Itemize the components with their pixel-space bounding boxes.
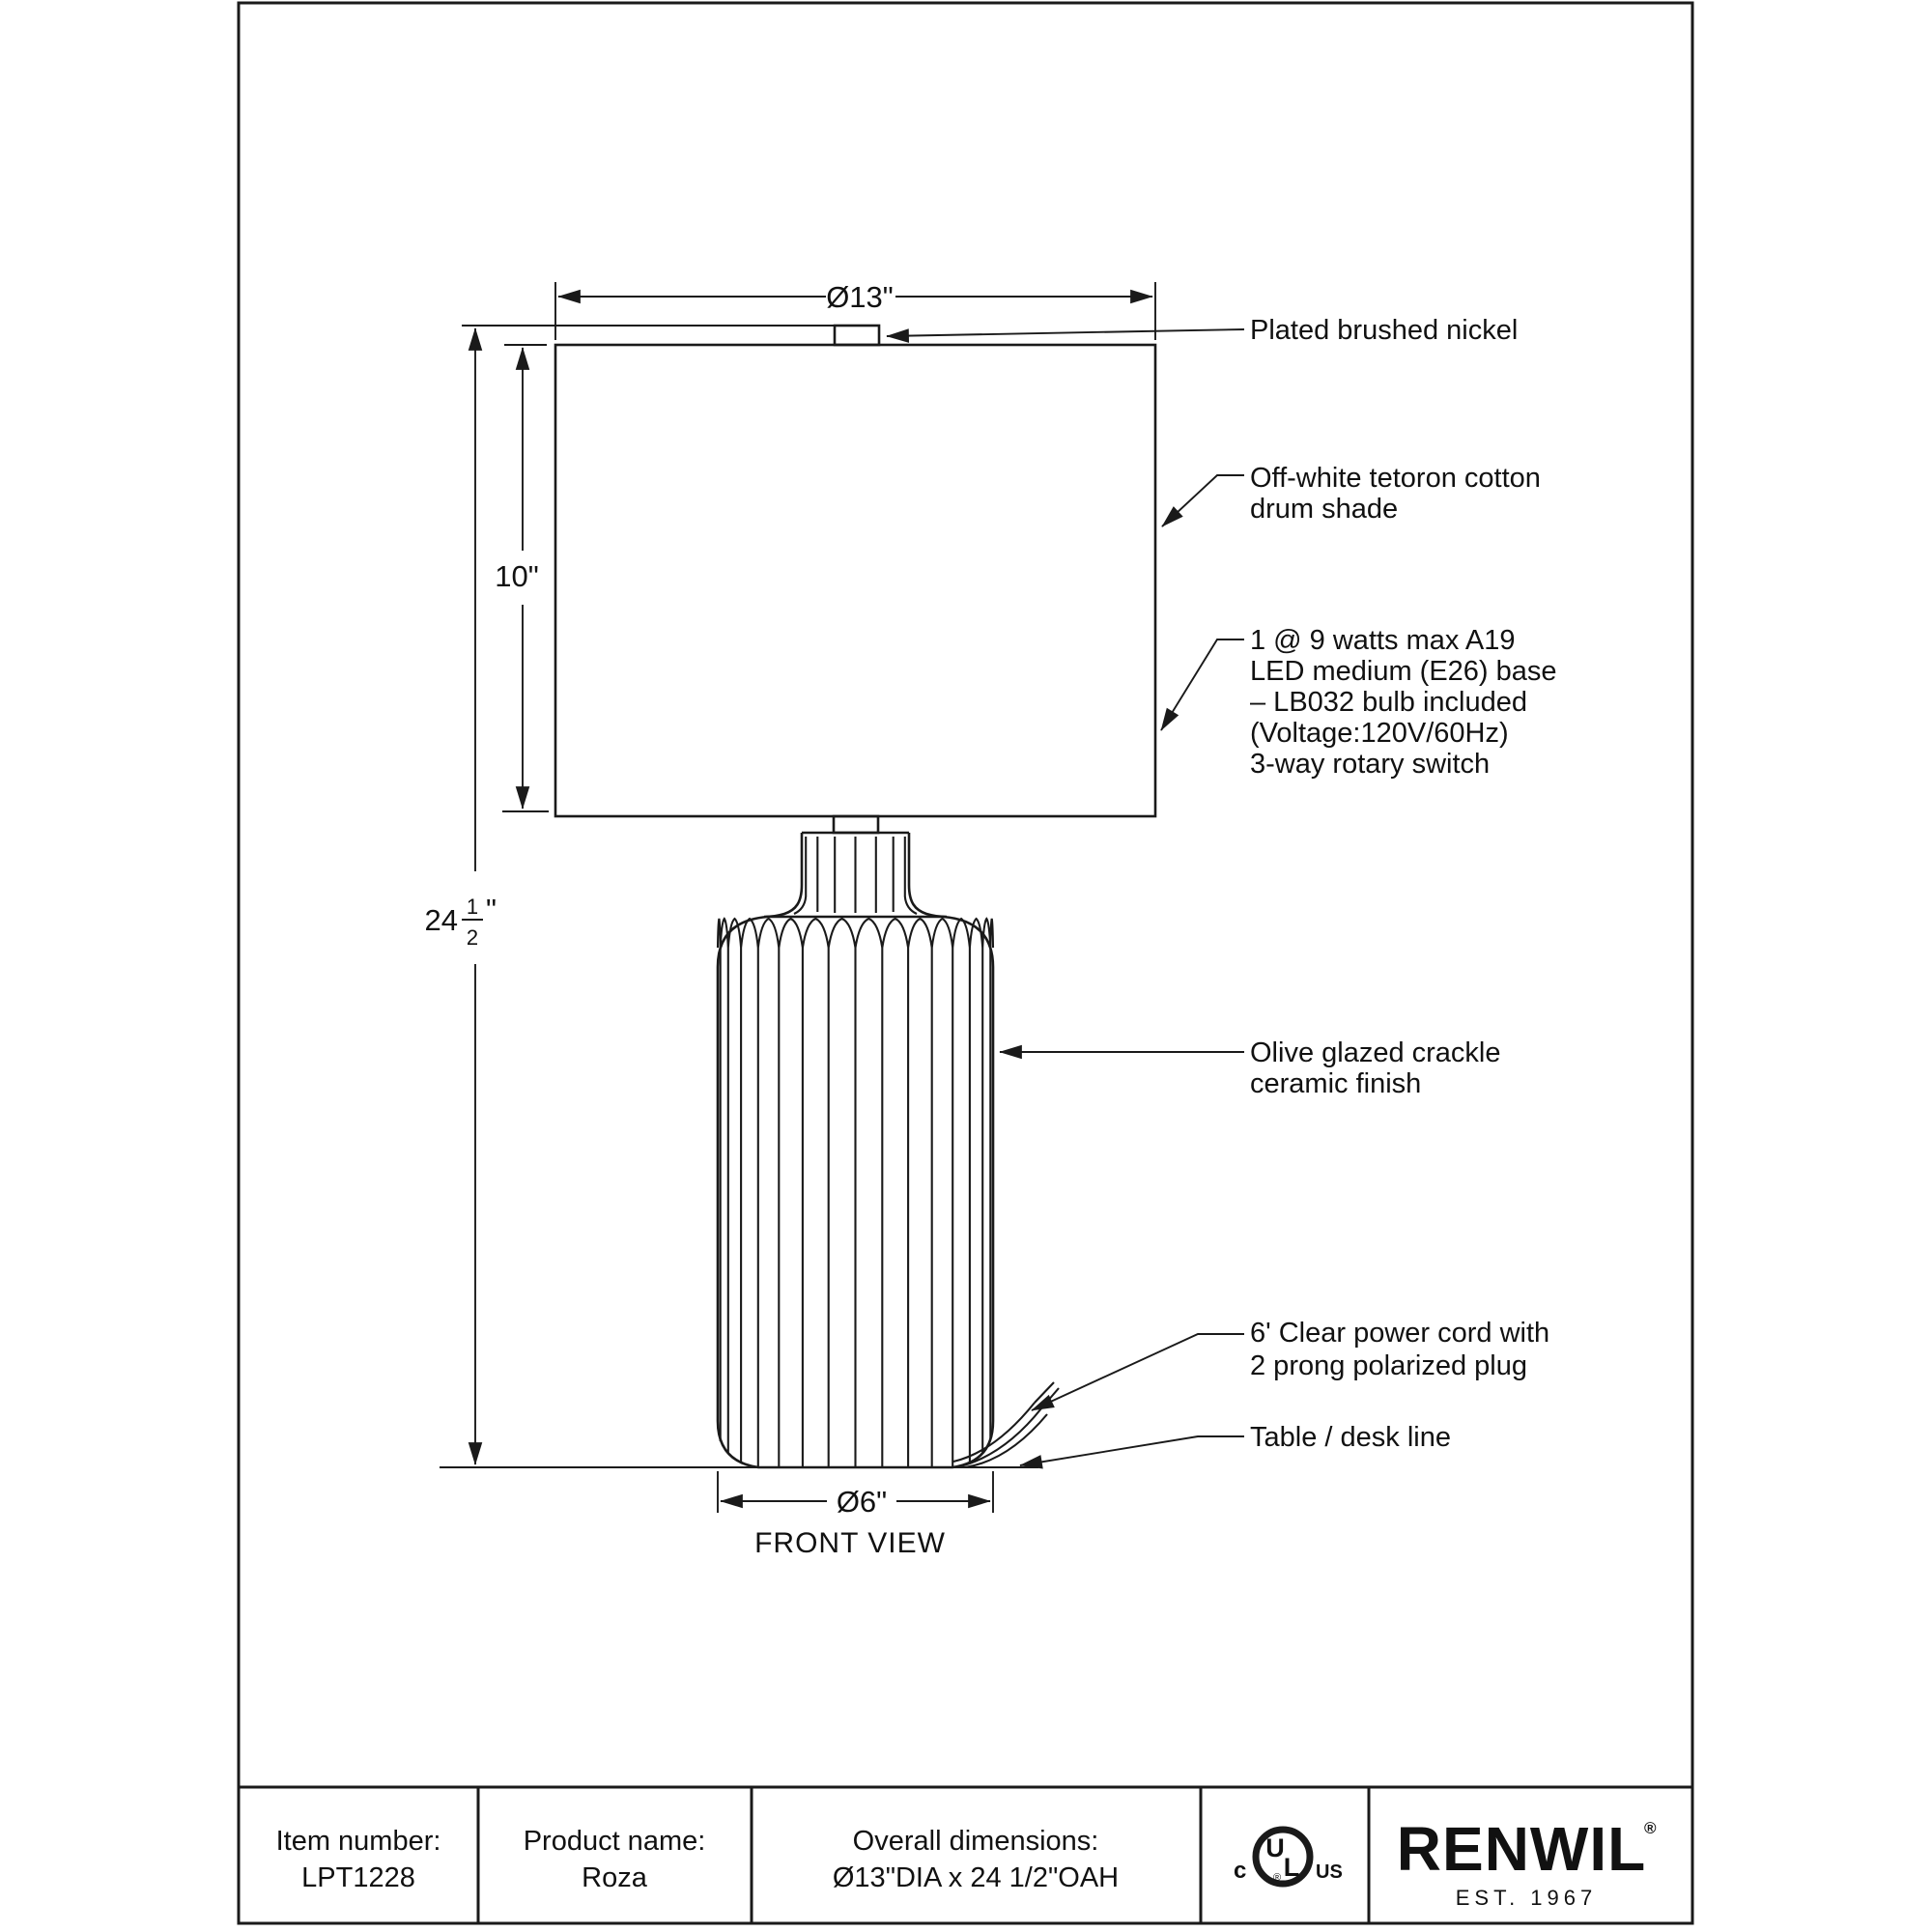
page-border	[239, 3, 1692, 1923]
brand-established: EST. 1967	[1455, 1886, 1598, 1910]
ul-letter-l: L	[1283, 1853, 1300, 1882]
leader-cord	[1032, 1334, 1244, 1410]
neck-right-edge	[909, 833, 947, 917]
ul-letters-us: US	[1316, 1861, 1343, 1883]
view-label: FRONT VIEW	[754, 1527, 946, 1559]
dim-overall-numerator: 1	[466, 895, 479, 919]
title-block-product	[524, 1826, 706, 1893]
callout-bulb-line2: LED medium (E26) base	[1250, 656, 1557, 687]
dim-overall-height	[425, 893, 497, 950]
overall-dimensions-label: Overall dimensions:	[852, 1826, 1099, 1857]
callout-shade-line1: Off-white tetoron cotton	[1250, 463, 1541, 494]
socket-cap	[834, 816, 878, 833]
item-number-label: Item number:	[275, 1826, 441, 1857]
title-block	[239, 1787, 1692, 1923]
lamp-body	[718, 917, 993, 1467]
callout-body-line1: Olive glazed crackle	[1250, 1037, 1501, 1068]
dim-shade-height: 10"	[495, 559, 539, 593]
overall-dimensions-value: Ø13"DIA x 24 1/2"OAH	[832, 1862, 1120, 1893]
brand-logo	[1397, 1814, 1657, 1910]
brand-name: RENWIL	[1396, 1814, 1647, 1884]
leader-table-line	[1020, 1436, 1244, 1465]
callout-bulb-line1: 1 @ 9 watts max A19	[1250, 625, 1516, 656]
lamp-front-view	[440, 326, 1155, 1467]
title-block-dimensions	[833, 1826, 1119, 1893]
drum-shade-outline	[555, 345, 1155, 816]
shoulder-zigzag	[718, 919, 993, 948]
title-block-item	[276, 1826, 441, 1893]
ul-letter-u: U	[1265, 1833, 1285, 1862]
lamp-neck	[764, 833, 947, 917]
callouts	[887, 315, 1557, 1465]
ul-letter-c: c	[1234, 1858, 1247, 1884]
dim-overall-unit: "	[486, 893, 497, 926]
callout-bulb-line5: 3-way rotary switch	[1250, 749, 1491, 780]
neck-flutes	[794, 837, 917, 914]
callout-finial: Plated brushed nickel	[1250, 315, 1519, 346]
callout-bulb-line4: (Voltage:120V/60Hz)	[1250, 718, 1509, 749]
leader-bulb	[1161, 639, 1244, 730]
body-ridges	[721, 948, 991, 1467]
neck-left-edge	[764, 833, 802, 917]
callout-cord-line1: 6' Clear power cord with	[1250, 1318, 1550, 1349]
callout-bulb-line3: – LB032 bulb included	[1250, 687, 1528, 718]
callout-shade-line2: drum shade	[1250, 494, 1399, 525]
brand-registered-mark: ®	[1644, 1819, 1657, 1837]
ul-certification-icon	[1234, 1830, 1343, 1884]
dim-overall-whole: 24	[424, 903, 458, 937]
product-name-value: Roza	[582, 1862, 647, 1893]
leader-shade	[1162, 475, 1244, 526]
callout-table-line: Table / desk line	[1250, 1422, 1451, 1453]
leader-finial	[887, 329, 1244, 336]
callout-cord-line2: 2 prong polarized plug	[1250, 1350, 1527, 1381]
ul-registered-mark: ®	[1272, 1872, 1282, 1884]
dim-shade-diameter: Ø13"	[826, 280, 894, 314]
product-name-label: Product name:	[523, 1826, 706, 1857]
dim-base-diameter: Ø6"	[836, 1485, 888, 1519]
plug-prongs	[1035, 1382, 1059, 1408]
item-number-value: LPT1228	[301, 1862, 415, 1893]
callout-body-line2: ceramic finish	[1250, 1068, 1422, 1099]
dim-overall-denominator: 2	[466, 925, 479, 950]
finial	[835, 326, 879, 345]
